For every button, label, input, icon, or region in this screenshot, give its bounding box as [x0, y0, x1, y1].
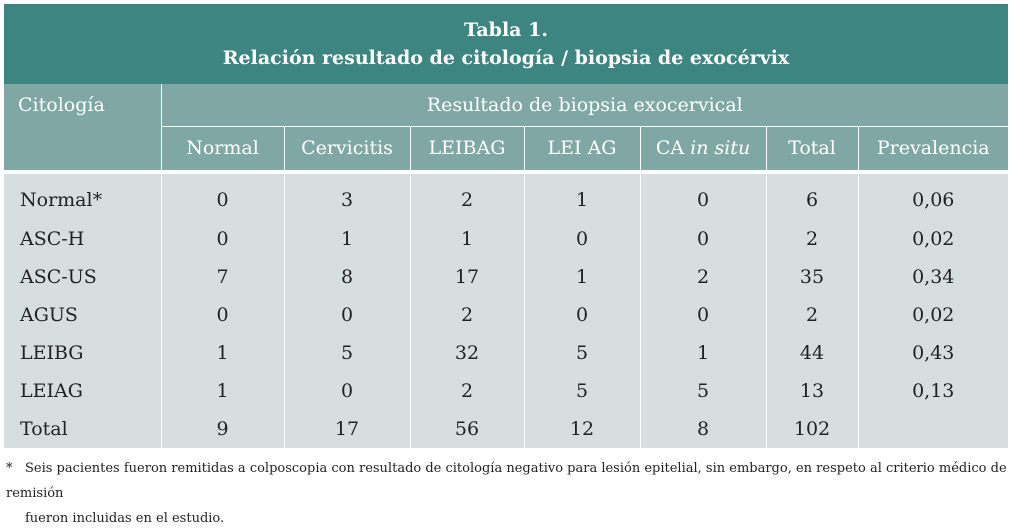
header-ca-prefix: CA [655, 137, 691, 160]
table-row [4, 372, 1008, 410]
footnote-mark: * [6, 461, 13, 476]
row-label: ASC-H [4, 220, 161, 258]
table-title [4, 4, 1008, 84]
cell-ca-in-situ: 8 [640, 410, 766, 448]
header-ca-italic: in situ [690, 137, 751, 160]
cell-ca-in-situ: 5 [640, 372, 766, 410]
cell-prevalencia: 0,13 [858, 372, 1008, 410]
footnote [4, 456, 1008, 531]
cell-normal: 9 [161, 410, 284, 448]
cell-cervicitis: 0 [284, 372, 410, 410]
cell-leibag: 32 [410, 334, 524, 372]
cell-lei-ag: 0 [524, 220, 640, 258]
footnote-line1: Seis pacientes fueron remitidas a colposcopia con resultado de citología negativo para lesión epitelial, sin embargo, en respeto al criterio médico de remisión [6, 461, 1007, 501]
cell-lei-ag: 1 [524, 258, 640, 296]
cell-total: 102 [766, 410, 858, 448]
table-row [4, 334, 1008, 372]
row-label: LEIBG [4, 334, 161, 372]
row-label: Normal* [4, 174, 161, 220]
document-page [4, 4, 1008, 531]
header-group-biopsia: Resultado de biopsia exocervical [161, 84, 1008, 126]
cell-leibag: 17 [410, 258, 524, 296]
cell-total: 2 [766, 220, 858, 258]
cell-leibag: 2 [410, 174, 524, 220]
cell-ca-in-situ: 1 [640, 334, 766, 372]
cell-prevalencia: 0,02 [858, 220, 1008, 258]
cell-total: 35 [766, 258, 858, 296]
cell-total: 13 [766, 372, 858, 410]
cell-ca-in-situ: 0 [640, 174, 766, 220]
cell-normal: 0 [161, 220, 284, 258]
table-row [4, 296, 1008, 334]
cell-prevalencia: 0,06 [858, 174, 1008, 220]
header-leibag: LEIBAG [410, 126, 524, 170]
cell-cervicitis: 8 [284, 258, 410, 296]
header-total: Total [766, 126, 858, 170]
footnote-line2: fueron incluidas en el estudio. [25, 511, 225, 526]
cell-leibag: 1 [410, 220, 524, 258]
row-label: Total [4, 410, 161, 448]
cell-ca-in-situ: 2 [640, 258, 766, 296]
cell-leibag: 2 [410, 296, 524, 334]
cell-lei-ag: 0 [524, 296, 640, 334]
table-title-line2: Relación resultado de citología / biopsia de exocérvix [222, 47, 790, 69]
cell-total: 6 [766, 174, 858, 220]
row-label: ASC-US [4, 258, 161, 296]
cell-prevalencia: 0,43 [858, 334, 1008, 372]
cell-prevalencia: 0,34 [858, 258, 1008, 296]
row-label: AGUS [4, 296, 161, 334]
cell-cervicitis: 17 [284, 410, 410, 448]
cell-normal: 1 [161, 334, 284, 372]
cell-cervicitis: 1 [284, 220, 410, 258]
cell-lei-ag: 1 [524, 174, 640, 220]
data-table [4, 4, 1008, 448]
cell-normal: 7 [161, 258, 284, 296]
header-citologia: Citología [4, 84, 161, 170]
cell-cervicitis: 5 [284, 334, 410, 372]
table-row [4, 220, 1008, 258]
cell-leibag: 56 [410, 410, 524, 448]
cell-prevalencia: 0,02 [858, 296, 1008, 334]
cell-cervicitis: 3 [284, 174, 410, 220]
cell-normal: 1 [161, 372, 284, 410]
cell-lei-ag: 12 [524, 410, 640, 448]
cell-normal: 0 [161, 174, 284, 220]
table-title-line1: Tabla 1. [464, 19, 548, 41]
cell-lei-ag: 5 [524, 334, 640, 372]
header-prevalencia: Prevalencia [858, 126, 1008, 170]
table-row [4, 258, 1008, 296]
header-lei-ag: LEI AG [524, 126, 640, 170]
row-label: LEIAG [4, 372, 161, 410]
table-row-total [4, 410, 1008, 448]
cell-total: 2 [766, 296, 858, 334]
cell-cervicitis: 0 [284, 296, 410, 334]
header-normal: Normal [161, 126, 284, 170]
cell-normal: 0 [161, 296, 284, 334]
table-row [4, 174, 1008, 220]
cell-ca-in-situ: 0 [640, 296, 766, 334]
header-ca-in-situ [640, 126, 766, 170]
cell-total: 44 [766, 334, 858, 372]
cell-leibag: 2 [410, 372, 524, 410]
cell-ca-in-situ: 0 [640, 220, 766, 258]
cell-lei-ag: 5 [524, 372, 640, 410]
cell-prevalencia [858, 410, 1008, 448]
header-cervicitis: Cervicitis [284, 126, 410, 170]
